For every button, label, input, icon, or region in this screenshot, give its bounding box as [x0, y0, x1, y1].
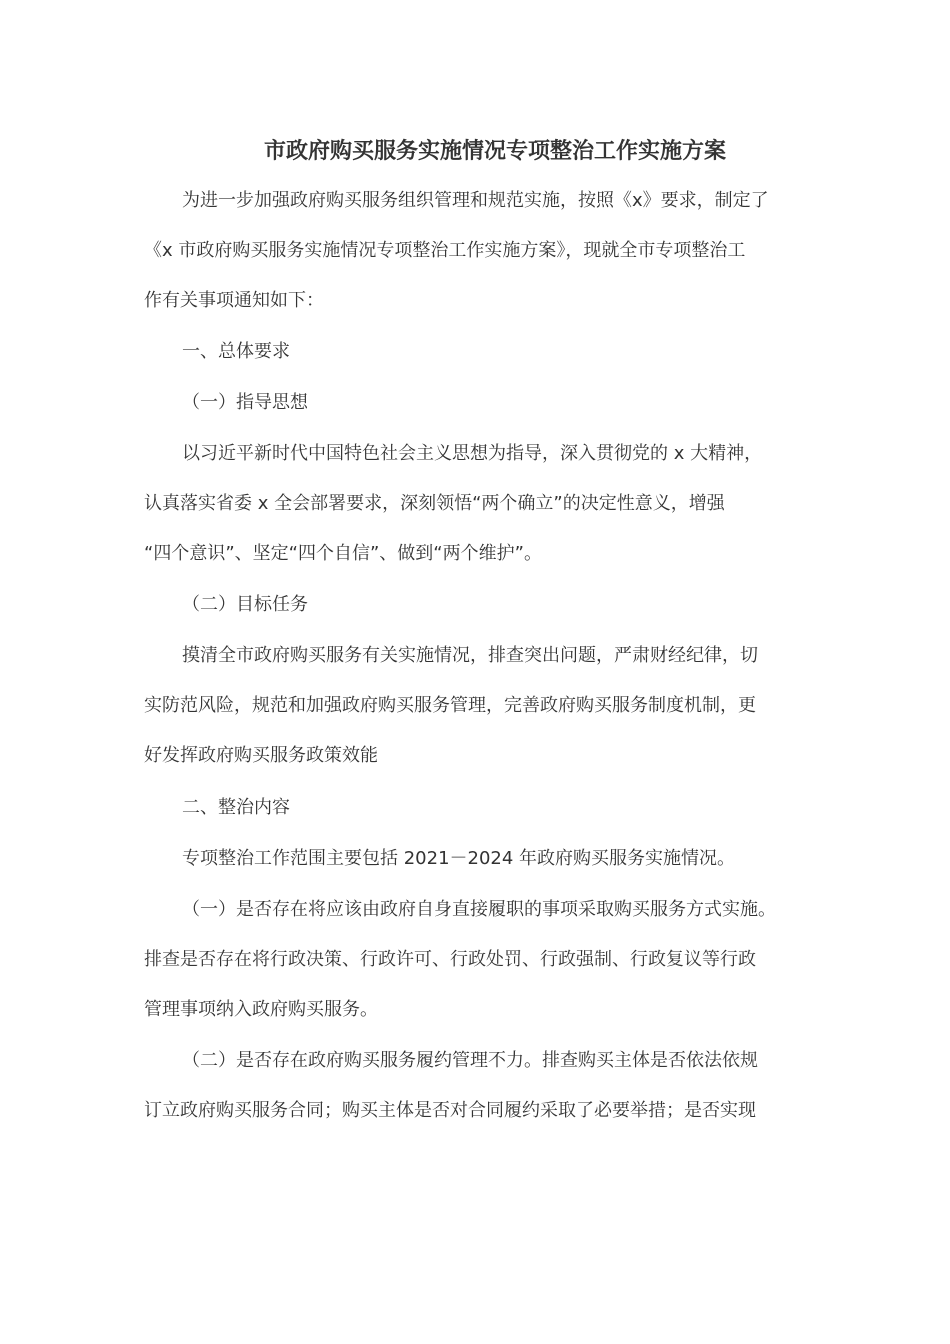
paragraph-line: 作有关事项通知如下：	[144, 290, 324, 311]
section-heading: 一、总体要求	[182, 341, 290, 362]
subsection-heading: （二）目标任务	[182, 594, 308, 615]
document-title: 市政府购买服务实施情况专项整治工作实施方案	[263, 139, 726, 164]
paragraph-line: （二）是否存在政府购买服务履约管理不力。排查购买主体是否依法依规	[182, 1050, 758, 1071]
paragraph-line: 为进一步加强政府购买服务组织管理和规范实施，按照《x》要求，制定了	[182, 190, 769, 211]
paragraph-line: 好发挥政府购买服务政策效能	[144, 745, 378, 766]
paragraph-line: 《x 市政府购买服务实施情况专项整治工作实施方案》，现就全市专项整治工	[144, 240, 746, 261]
paragraph-line: 以习近平新时代中国特色社会主义思想为指导，深入贯彻党的 x 大精神，	[182, 443, 763, 464]
paragraph-line: 订立政府购买服务合同；购买主体是否对合同履约采取了必要举措；是否实现	[144, 1100, 756, 1121]
paragraph-line: （一）是否存在将应该由政府自身直接履职的事项采取购买服务方式实施。	[182, 899, 776, 920]
paragraph-line: 认真落实省委 x 全会部署要求，深刻领悟“两个确立”的决定性意义，增强	[144, 493, 725, 514]
paragraph-line: 实防范风险，规范和加强政府购买服务管理，完善政府购买服务制度机制，更	[144, 695, 756, 716]
subsection-heading: （一）指导思想	[182, 392, 308, 413]
paragraph-line: 摸清全市政府购买服务有关实施情况，排查突出问题，严肃财经纪律，切	[182, 645, 758, 666]
paragraph-line: 管理事项纳入政府购买服务。	[144, 999, 378, 1020]
section-heading: 二、整治内容	[182, 797, 290, 818]
paragraph-line: “四个意识”、坚定“四个自信”、做到“两个维护”。	[144, 543, 542, 564]
paragraph-line: 排查是否存在将行政决策、行政许可、行政处罚、行政强制、行政复议等行政	[144, 949, 756, 970]
paragraph-line: 专项整治工作范围主要包括 2021－2024 年政府购买服务实施情况。	[182, 848, 736, 869]
